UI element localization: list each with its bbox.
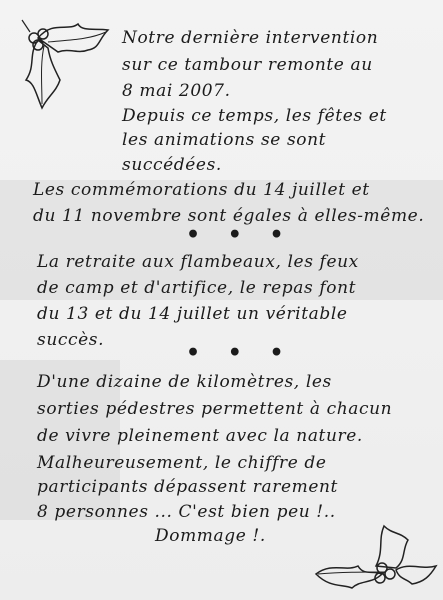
letter-line: sur ce tambour remonte au (122, 55, 373, 75)
holly-icon (312, 522, 438, 594)
letter-line: D'une dizaine de kilomètres, les (37, 372, 332, 392)
letter-line: 8 mai 2007. (122, 81, 231, 101)
letter-line: les animations se sont (122, 130, 327, 150)
holly-icon (8, 10, 113, 110)
letter-line: succédées. (122, 155, 222, 175)
letter-line: de camp et d'artifice, le repas font (37, 278, 357, 298)
letter-line: Depuis ce temps, les fêtes et (122, 106, 387, 126)
letter-line: Les commémorations du 14 juillet et (33, 180, 370, 200)
letter-line: de vivre pleinement avec la nature. (37, 426, 363, 446)
letter-line: La retraite aux flambeaux, les feux (37, 252, 359, 272)
separator: • • • (186, 340, 294, 366)
separator: • • • (186, 222, 294, 248)
letter-line: du 13 et du 14 juillet un véritable (37, 304, 348, 324)
letter-line: succès. (37, 330, 105, 350)
letter-line: 8 personnes ... C'est bien peu !.. (37, 502, 336, 522)
letter-line: Malheureusement, le chiffre de (37, 453, 327, 473)
letter-line: du 11 novembre sont égales à elles-même. (33, 206, 425, 226)
letter-line: participants dépassent rarement (37, 477, 338, 497)
letter-line: Notre dernière intervention (122, 28, 379, 48)
letter-line: sorties pédestres permettent à chacun (37, 399, 393, 419)
closing-text: Dommage !. (155, 526, 266, 546)
